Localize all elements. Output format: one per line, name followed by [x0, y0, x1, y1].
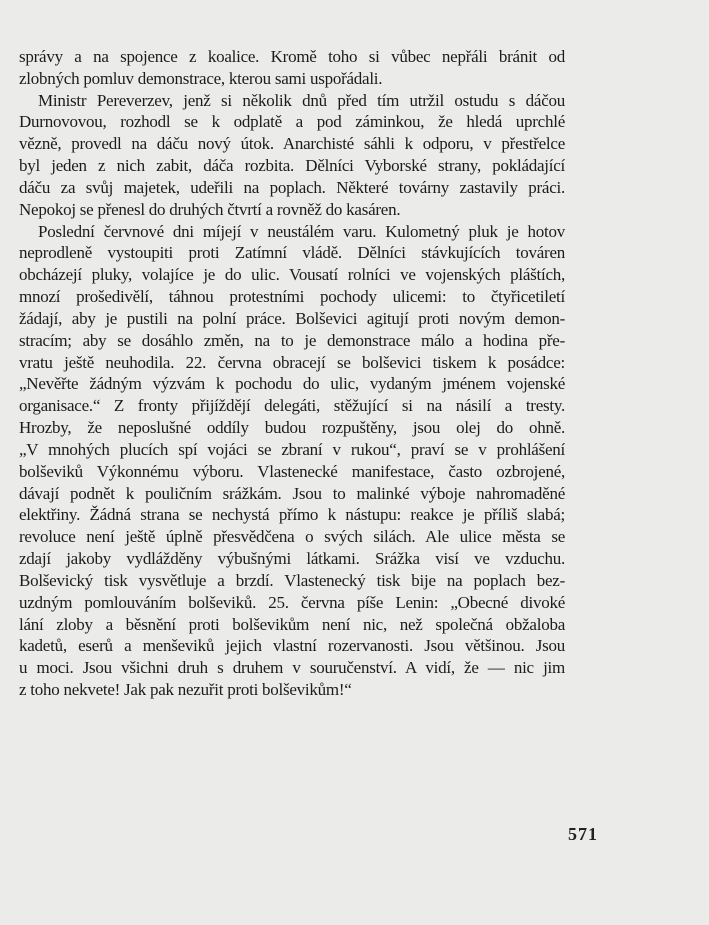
text-line: Poslední červnové dni míjejí v neustálém varu. Kulometný pluk je hotov: [38, 221, 565, 241]
text-line: revoluce není ještě úplně přesvědčena o svých silách. Ale ulice města se: [19, 527, 565, 547]
paragraph: [19, 221, 565, 701]
text-line: Ministr Pereverzev, jenž si několik dnů před tím utržil ostudu s dáčou: [38, 90, 565, 110]
text-line: obcházejí pluky, volajíce je do ulic. Vousatí rolníci ve vojenských pláštích,: [19, 265, 565, 285]
text-line: dáču za svůj majetek, udeřili na poplach. Některé továrny zastavily práci.: [19, 177, 565, 197]
text-line: vratu ještě neuhodila. 22. června obracejí se bolševici tiskem k posádce:: [19, 352, 565, 372]
text-line: správy a na spojence z koalice. Kromě toho si vůbec nepřáli bránit od: [19, 47, 565, 66]
text-line: organisace.“ Z fronty přijíždějí delegáti, stěžující si na násilí a tresty.: [19, 396, 565, 416]
paragraph: [19, 90, 565, 221]
text-line: Nepokoj se přenesl do druhých čtvrtí a rovněž do kasáren.: [19, 199, 401, 219]
text-line: mnozí prošedivělí, táhnou protestními pochody ulicemi: to čtyřicetiletí: [19, 287, 565, 307]
text-line: kadetů, eserů a menševiků jejich vlastní rozervanosti. Jsou většinou. Jsou: [19, 636, 565, 656]
text-line: bolševiků Výkonnému výboru. Vlastenecké manifestace, často ozbrojené,: [19, 461, 565, 481]
text-line: dávají podnět k pouličním srážkám. Jsou to malinké výboje nahromaděné: [19, 483, 565, 503]
text-line: z toho nekvete! Jak pak nezuřit proti bolševikům!“: [19, 680, 352, 700]
text-line: „V mnohých plucích spí vojáci se zbraní v rukou“, praví se v prohlášení: [19, 439, 565, 459]
text-line: lání zloby a běsnění proti bolševikům není nic, než společná obžaloba: [19, 614, 565, 634]
text-line: Hrozby, že neposlušné oddíly budou rozpuštěny, jsou olej do ohně.: [19, 418, 565, 438]
text-line: byl jeden z nich zabit, dáča rozbita. Dělníci Vyborské strany, pokládající: [19, 156, 565, 176]
paragraph: [19, 46, 565, 90]
text-line: u moci. Jsou všichni druh s druhem v souručenství. A vidí, že — nic jim: [19, 658, 565, 678]
text-line: neprodleně vystoupiti proti Zatímní vládě. Dělníci stávkujících továren: [19, 243, 565, 263]
text-line: Durnovovou, rozhodl se k odplatě a pod záminkou, že hledá uprchlé: [19, 112, 565, 132]
text-line: uzdným pomlouváním bolševiků. 25. června píše Lenin: „Obecné divoké: [19, 592, 565, 612]
text-line: žádají, aby je pustili na polní práce. Bolševici agitují proti novým demon-: [19, 308, 565, 328]
body-text: [19, 46, 565, 701]
text-line: stracím; aby se dosáhlo změn, na to je demonstrace málo a hodina pře-: [19, 330, 565, 350]
text-line: vězně, provedl na dáču nový útok. Anarchisté sáhli k odporu, v přestřelce: [19, 134, 565, 154]
page-number: 571: [568, 824, 598, 844]
text-line: zlobných pomluv demonstrace, kterou sami uspořádali.: [19, 68, 383, 88]
text-line: zdají jakoby vydlážděny výbušnými látkami. Srážka visí ve vzduchu.: [19, 549, 565, 569]
text-line: „Nevěřte žádným výzvám k pochodu do ulic, vydaným jménem vojenské: [19, 374, 565, 394]
text-line: elektřiny. Žádná strana se nechystá přímo k nástupu: reakce je příliš slabá;: [19, 505, 565, 525]
text-line: Bolševický tisk vysvětluje a brzdí. Vlastenecký tisk bije na poplach bez-: [19, 570, 565, 590]
